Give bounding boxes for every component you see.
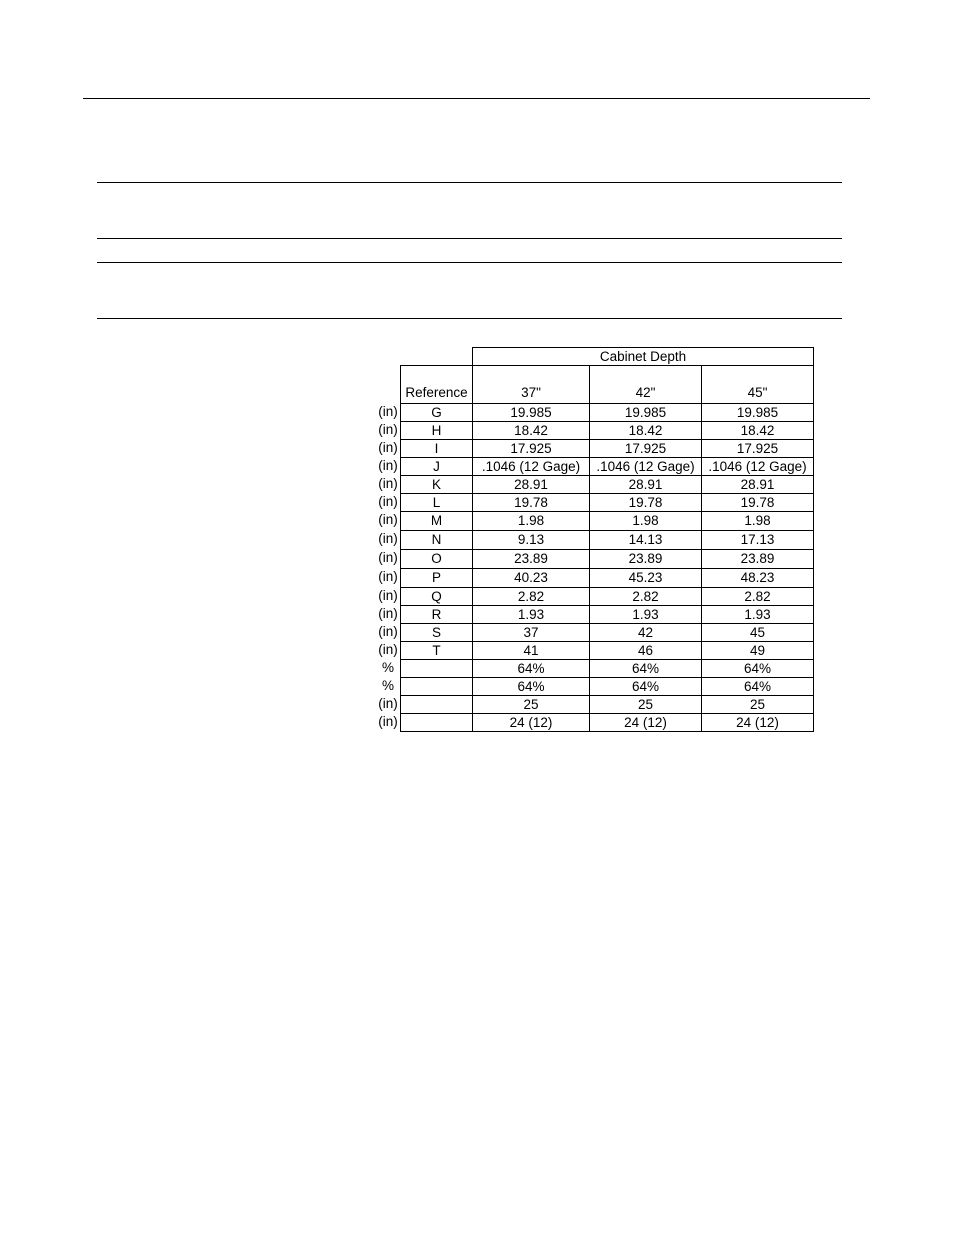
value-cell-0: 28.91 — [472, 475, 590, 494]
value-cell-2: 2.82 — [701, 587, 814, 606]
value-cell-2: 49 — [701, 641, 814, 660]
value-cell-0: 24 (12) — [472, 713, 590, 732]
reference-cell: J — [400, 457, 473, 476]
row-unit: (in) — [378, 404, 398, 419]
row-unit: (in) — [378, 588, 398, 603]
value-cell-0: 25 — [472, 695, 590, 714]
row-unit: (in) — [378, 642, 398, 657]
value-cell-0: 19.985 — [472, 403, 590, 422]
reference-cell: M — [400, 511, 473, 531]
value-cell-2: 1.93 — [701, 605, 814, 624]
reference-cell: K — [400, 475, 473, 494]
row-unit: (in) — [378, 494, 398, 509]
value-cell-1: 2.82 — [589, 587, 702, 606]
reference-cell: G — [400, 403, 473, 422]
value-cell-2: 45 — [701, 623, 814, 642]
top-rule — [83, 98, 870, 99]
value-cell-1: 42 — [589, 623, 702, 642]
reference-cell — [400, 659, 473, 678]
value-cell-0: 41 — [472, 641, 590, 660]
cabinet-depth-header: Cabinet Depth — [472, 347, 814, 366]
section-rule — [97, 318, 842, 319]
row-unit: (in) — [378, 606, 398, 621]
value-cell-1: 46 — [589, 641, 702, 660]
value-cell-0: 19.78 — [472, 493, 590, 512]
value-cell-1: 28.91 — [589, 475, 702, 494]
value-cell-1: 18.42 — [589, 421, 702, 440]
reference-cell: H — [400, 421, 473, 440]
reference-cell: T — [400, 641, 473, 660]
value-cell-1: .1046 (12 Gage) — [589, 457, 702, 476]
row-unit: (in) — [378, 458, 398, 473]
value-cell-2: 24 (12) — [701, 713, 814, 732]
row-unit: (in) — [378, 476, 398, 491]
section-rule — [97, 262, 842, 263]
reference-cell: S — [400, 623, 473, 642]
reference-cell: R — [400, 605, 473, 624]
value-cell-1: 23.89 — [589, 549, 702, 569]
value-cell-0: 64% — [472, 659, 590, 678]
value-cell-0: 17.925 — [472, 439, 590, 458]
value-cell-2: 19.985 — [701, 403, 814, 422]
row-unit: % — [381, 660, 394, 675]
depth-header-2: 45" — [701, 365, 814, 404]
reference-cell: P — [400, 568, 473, 588]
value-cell-0: 37 — [472, 623, 590, 642]
value-cell-1: 45.23 — [589, 568, 702, 588]
value-cell-0: 64% — [472, 677, 590, 696]
value-cell-2: .1046 (12 Gage) — [701, 457, 814, 476]
value-cell-2: 17.925 — [701, 439, 814, 458]
reference-cell — [400, 713, 473, 732]
row-unit: (in) — [378, 531, 398, 546]
value-cell-2: 64% — [701, 677, 814, 696]
value-cell-0: 1.98 — [472, 511, 590, 531]
row-unit: % — [381, 678, 394, 693]
value-cell-2: 23.89 — [701, 549, 814, 569]
value-cell-1: 25 — [589, 695, 702, 714]
value-cell-1: 1.93 — [589, 605, 702, 624]
reference-cell: L — [400, 493, 473, 512]
row-unit: (in) — [378, 440, 398, 455]
depth-header-0: 37" — [472, 365, 590, 404]
value-cell-0: 18.42 — [472, 421, 590, 440]
depth-header-1: 42" — [589, 365, 702, 404]
value-cell-0: .1046 (12 Gage) — [472, 457, 590, 476]
reference-cell: I — [400, 439, 473, 458]
reference-cell: N — [400, 530, 473, 550]
value-cell-0: 40.23 — [472, 568, 590, 588]
value-cell-2: 18.42 — [701, 421, 814, 440]
value-cell-1: 64% — [589, 659, 702, 678]
row-unit: (in) — [378, 550, 398, 565]
reference-cell: O — [400, 549, 473, 569]
reference-cell: Q — [400, 587, 473, 606]
value-cell-1: 1.98 — [589, 511, 702, 531]
value-cell-0: 2.82 — [472, 587, 590, 606]
section-rule — [97, 182, 842, 183]
value-cell-1: 14.13 — [589, 530, 702, 550]
row-unit: (in) — [378, 422, 398, 437]
value-cell-0: 23.89 — [472, 549, 590, 569]
value-cell-1: 64% — [589, 677, 702, 696]
value-cell-2: 28.91 — [701, 475, 814, 494]
value-cell-1: 19.78 — [589, 493, 702, 512]
value-cell-2: 64% — [701, 659, 814, 678]
value-cell-1: 24 (12) — [589, 713, 702, 732]
value-cell-1: 19.985 — [589, 403, 702, 422]
value-cell-2: 17.13 — [701, 530, 814, 550]
value-cell-1: 17.925 — [589, 439, 702, 458]
value-cell-2: 48.23 — [701, 568, 814, 588]
value-cell-2: 1.98 — [701, 511, 814, 531]
value-cell-2: 19.78 — [701, 493, 814, 512]
value-cell-2: 25 — [701, 695, 814, 714]
row-unit: (in) — [378, 696, 398, 711]
value-cell-0: 1.93 — [472, 605, 590, 624]
row-unit: (in) — [378, 569, 398, 584]
reference-header: Reference — [400, 365, 473, 404]
row-unit: (in) — [378, 512, 398, 527]
value-cell-0: 9.13 — [472, 530, 590, 550]
section-rule — [97, 238, 842, 239]
row-unit: (in) — [378, 714, 398, 729]
reference-cell — [400, 695, 473, 714]
reference-cell — [400, 677, 473, 696]
row-unit: (in) — [378, 624, 398, 639]
